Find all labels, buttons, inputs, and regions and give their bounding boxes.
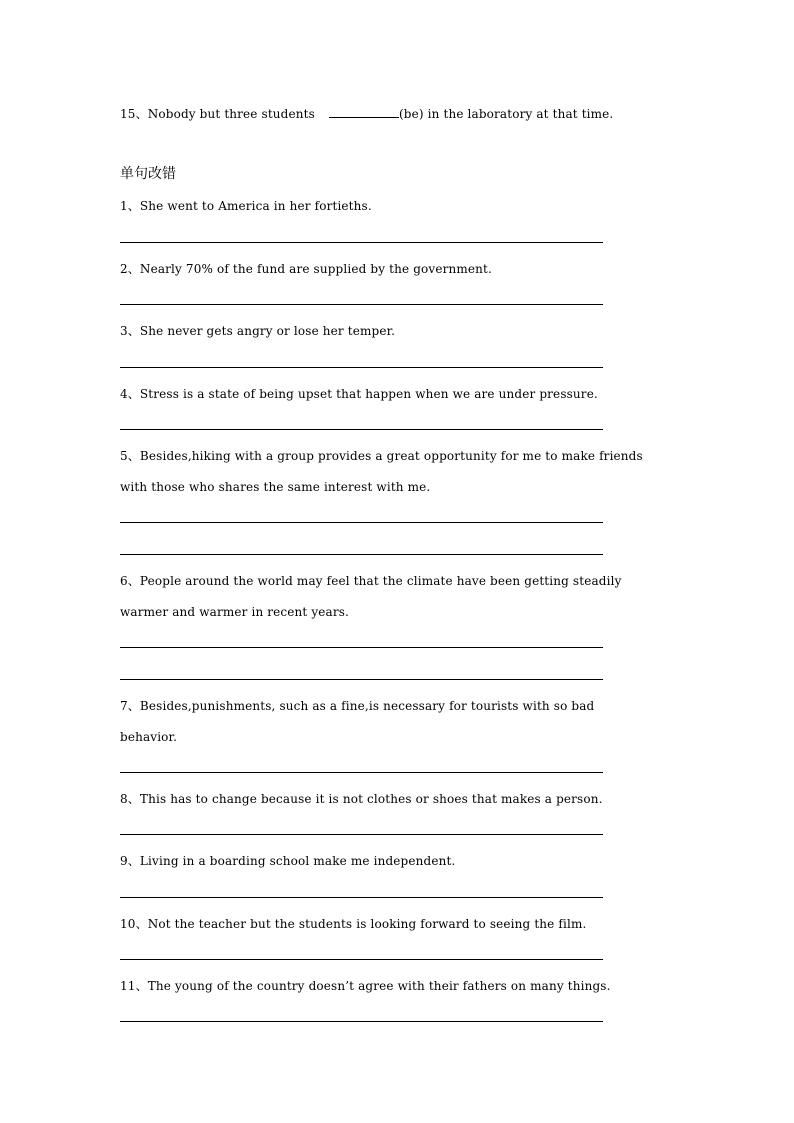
question-9: 9、Living in a boarding school make me independent. [120, 854, 456, 868]
question-6-line-2: warmer and warmer in recent years. [120, 605, 350, 619]
question-7-line-1: 7、Besides,punishments, such as a fine,is necessary for tourists with so bad [120, 699, 595, 713]
question-15-blank[interactable] [329, 105, 399, 118]
answer-line-5a[interactable] [120, 522, 603, 523]
question-10: 10、Not the teacher but the students is looking forward to seeing the film. [120, 917, 587, 931]
answer-line-4[interactable] [120, 429, 603, 430]
answer-line-11[interactable] [120, 1021, 603, 1022]
answer-line-5b[interactable] [120, 554, 603, 555]
section-title: 单句改错 [120, 166, 176, 182]
question-4: 4、Stress is a state of being upset that happen when we are under pressure. [120, 387, 598, 401]
question-15-text-before: 15、Nobody but three students [120, 107, 315, 121]
question-5-line-2: with those who shares the same interest with me. [120, 480, 431, 494]
answer-line-9[interactable] [120, 897, 603, 898]
answer-line-7[interactable] [120, 772, 603, 773]
question-1: 1、She went to America in her fortieths. [120, 199, 372, 213]
answer-line-6a[interactable] [120, 647, 603, 648]
answer-line-1[interactable] [120, 242, 603, 243]
answer-line-10[interactable] [120, 959, 603, 960]
answer-line-6b[interactable] [120, 679, 603, 680]
question-3: 3、She never gets angry or lose her temper. [120, 324, 396, 338]
answer-line-2[interactable] [120, 304, 603, 305]
question-2: 2、Nearly 70% of the fund are supplied by the government. [120, 262, 492, 276]
question-6-line-1: 6、People around the world may feel that the climate have been getting steadily [120, 574, 622, 588]
question-7-line-2: behavior. [120, 730, 178, 744]
answer-line-3[interactable] [120, 367, 603, 368]
question-15-text-after: (be) in the laboratory at that time. [398, 107, 614, 121]
answer-line-8[interactable] [120, 834, 603, 835]
question-5-line-1: 5、Besides,hiking with a group provides a great opportunity for me to make friends [120, 449, 643, 463]
question-15 [120, 105, 613, 122]
question-11: 11、The young of the country doesn’t agree with their fathers on many things. [120, 979, 611, 993]
question-8: 8、This has to change because it is not clothes or shoes that makes a person. [120, 792, 603, 806]
